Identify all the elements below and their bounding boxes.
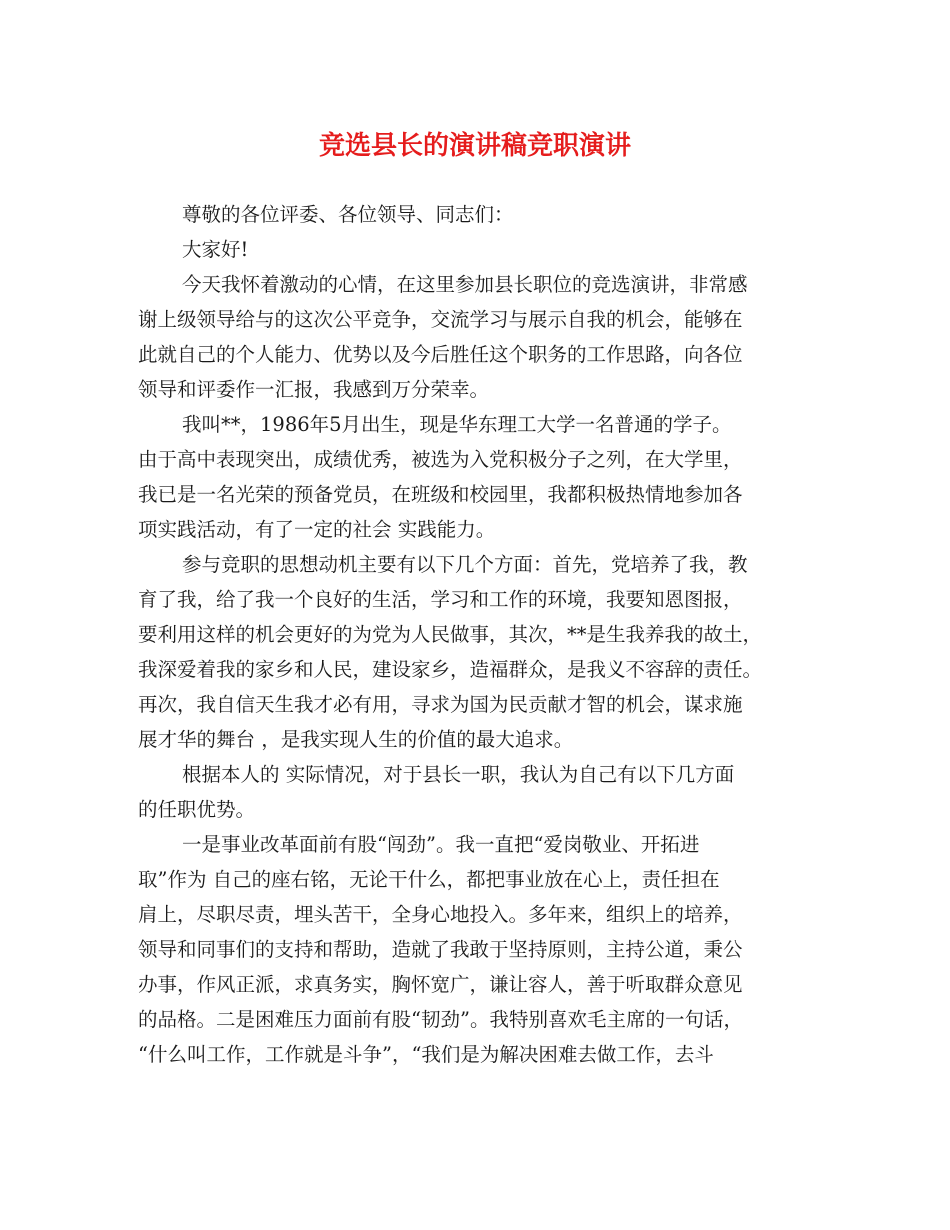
body-text-line: 领导和同事们的支持和帮助，造就了我敢于坚持原则，主持公道，秉公	[138, 938, 743, 961]
body-text-line: 的任职优势。	[138, 798, 256, 821]
body-text-line: 肩上，尽职尽责，埋头苦干，全身心地投入。多年来，组织上的培养，	[138, 903, 743, 926]
body-text-line: 我深爱着我的家乡和人民，建设家乡，造福群众，是我义不容辞的责任。	[138, 658, 763, 681]
body-text-line: 谢上级领导给与的这次公平竞争，交流学习与展示自我的机会，能够在	[138, 308, 743, 331]
body-text-line: 领导和评委作一汇报，我感到万分荣幸。	[138, 378, 490, 401]
body-text-line: 办事，作风正派，求真务实，胸怀宽广，谦让容人，善于听取群众意见	[138, 973, 743, 996]
body-text-line: 取”作为 自己的座右铭，无论干什么，都把事业放在心上，责任担在	[138, 868, 720, 891]
body-text-line: 尊敬的各位评委、各位领导、同志们：	[182, 203, 514, 226]
body-text-line: 由于高中表现突出，成绩优秀，被选为入党积极分子之列，在大学里，	[138, 448, 743, 471]
body-text-line: 展才华的舞台 ，是我实现人生的价值的最大追求。	[138, 728, 574, 751]
body-text-line: 项实践活动，有了一定的社会 实践能力。	[138, 518, 496, 541]
document-title: 竞选县长的演讲稿竞职演讲	[318, 131, 631, 161]
body-text-line: 的品格。二是困难压力面前有股“韧劲”。我特别喜欢毛主席的一句话，	[138, 1008, 743, 1031]
body-text-line: 育了我，给了我一个良好的生活，学习和工作的环境，我要知恩图报，	[138, 588, 743, 611]
body-text-line: “什么叫工作，工作就是斗争”，“我们是为解决困难去做工作，去斗	[138, 1043, 714, 1066]
body-text-line: 此就自己的个人能力、优势以及今后胜任这个职务的工作思路，向各位	[138, 343, 743, 366]
document-body	[138, 197, 828, 1072]
body-text-line: 参与竞职的思想动机主要有以下几个方面：首先，党培养了我，教	[182, 553, 748, 576]
body-text-line: 再次，我自信天生我才必有用，寻求为国为民贡献才智的机会，谋求施	[138, 693, 743, 716]
body-text-line: 我已是一名光荣的预备党员，在班级和校园里，我都积极热情地参加各	[138, 483, 743, 506]
body-text-line: 大家好!	[182, 238, 249, 261]
body-text-line: 要利用这样的机会更好的为党为人民做事，其次，**是生我养我的故土，	[138, 623, 763, 646]
body-text-line: 根据本人的 实际情况，对于县长一职，我认为自己有以下几方面	[182, 763, 735, 786]
body-text-line: 我叫**，1986年5月出生，现是华东理工大学一名普通的学子。	[182, 413, 732, 436]
body-text-line: 一是事业改革面前有股“闯劲”。我一直把“爱岗敬业、开拓进	[182, 833, 700, 856]
body-text-line: 今天我怀着激动的心情，在这里参加县长职位的竞选演讲，非常感	[182, 273, 748, 296]
